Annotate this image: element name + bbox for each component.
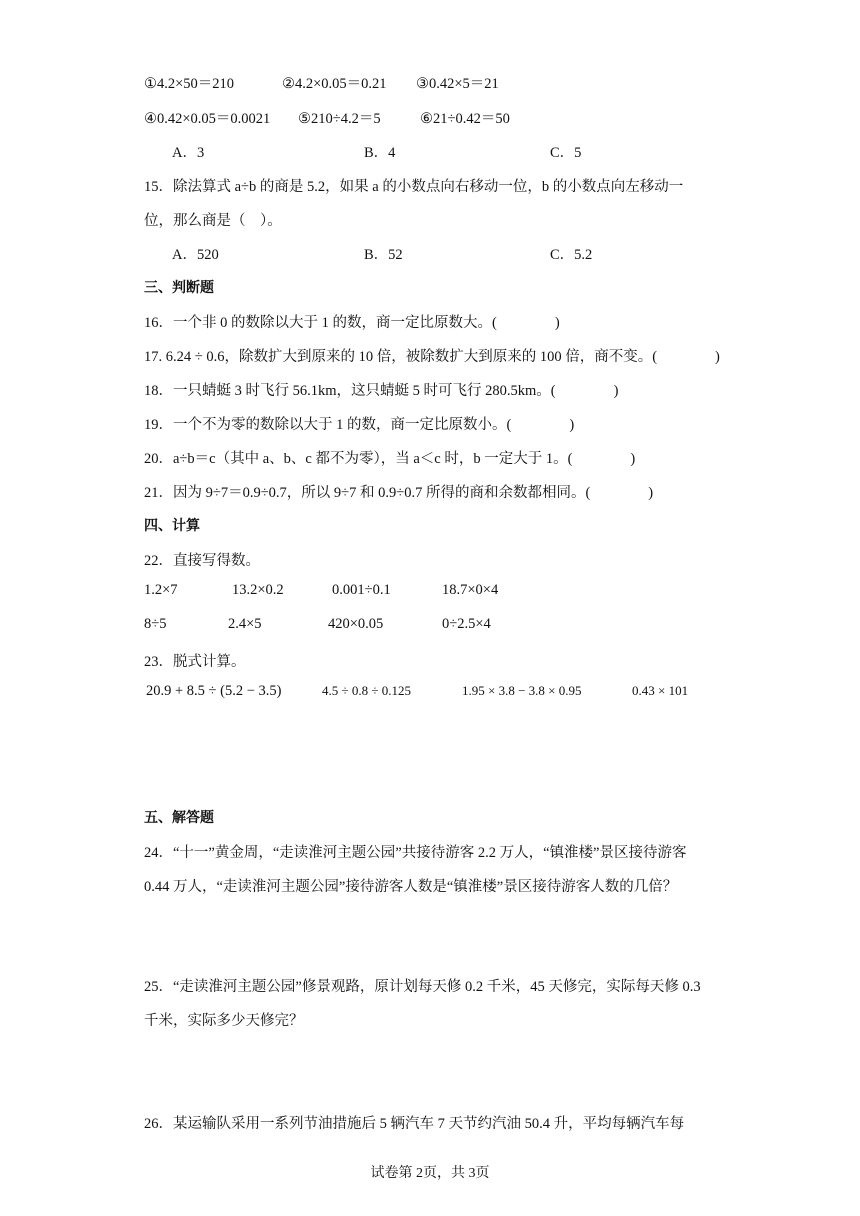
q17: 17. 6.24 ÷ 0.6，除数扩大到原来的 10 倍，被除数扩大到原来的 100 倍，商不变。( ) (144, 349, 720, 365)
q20: 20．a÷b＝c（其中 a、b、c 都不为零），当 a＜c 时，b 一定大于 1。( ) (144, 451, 636, 467)
q15-option-a: A．520 (172, 247, 219, 263)
q24-line-1: 24．“十一”黄金周，“走读淮河主题公园”共接待游客 2.2 万人，“镇淮楼”景区接待游客 (144, 845, 687, 861)
q22-expr-5: 8÷5 (144, 616, 167, 632)
q15-line-2: 位，那么商是（ ）。 (144, 213, 282, 229)
q15-option-b: B．52 (364, 247, 403, 263)
q19: 19．一个不为零的数除以大于 1 的数，商一定比原数小。( ) (144, 417, 575, 433)
q23-expr-1: 20.9 + 8.5 ÷ (5.2 − 3.5) (146, 683, 282, 699)
q23-expr-4: 0.43 × 101 (632, 683, 689, 698)
q14-item-3: ③0.42×5＝21 (416, 76, 499, 92)
q14-option-c: C．5 (550, 145, 582, 161)
section-4-title: 四、计算 (144, 518, 200, 534)
q22-expr-8: 0÷2.5×4 (442, 616, 491, 632)
q25-line-1: 25．“走读淮河主题公园”修景观路，原计划每天修 0.2 千米，45 天修完，实际每天修 0.3 (144, 979, 701, 995)
q14-item-1: ①4.2×50＝210 (144, 76, 235, 92)
section-3-title: 三、判断题 (144, 280, 214, 296)
q16: 16．一个非 0 的数除以大于 1 的数，商一定比原数大。( ) (144, 315, 560, 331)
q23-expr-3: 1.95 × 3.8 − 3.8 × 0.95 (462, 683, 582, 698)
q14-item-5: ⑤210÷4.2＝5 (298, 111, 381, 127)
section-5-title: 五、解答题 (144, 810, 214, 826)
q22-expr-2: 13.2×0.2 (232, 582, 284, 598)
q14-option-b: B．4 (364, 145, 396, 161)
q23-expr-2: 4.5 ÷ 0.8 ÷ 0.125 (322, 683, 412, 698)
q26-line-1: 26．某运输队采用一系列节油措施后 5 辆汽车 7 天节约汽油 50.4 升，平均每辆汽车每 (144, 1116, 685, 1132)
q22-expr-4: 18.7×0×4 (442, 582, 499, 598)
q14-item-6: ⑥21÷0.42＝50 (420, 111, 510, 127)
q22-expr-3: 0.001÷0.1 (332, 582, 391, 598)
q24-line-2: 0.44 万人，“走读淮河主题公园”接待游客人数是“镇淮楼”景区接待游客人数的几倍？ (144, 879, 678, 895)
q14-item-4: ④0.42×0.05＝0.0021 (144, 111, 271, 127)
q22-prompt: 22．直接写得数。 (144, 553, 260, 569)
q21: 21．因为 9÷7＝0.9÷0.7，所以 9÷7 和 0.9÷0.7 所得的商和余数都相同。( ) (144, 485, 654, 501)
q22-expr-7: 420×0.05 (328, 616, 384, 632)
q18: 18．一只蜻蜓 3 时飞行 56.1km，这只蜻蜓 5 时可飞行 280.5km。( ) (144, 383, 619, 399)
page-footer: 试卷第 2页，共 3页 (370, 1166, 490, 1181)
q15-option-c: C．5.2 (550, 247, 593, 263)
q14-option-a: A．3 (172, 145, 205, 161)
q23-prompt: 23．脱式计算。 (144, 654, 246, 670)
q15-line-1: 15．除法算式 a÷b 的商是 5.2，如果 a 的小数点向右移动一位，b 的小数点向左移动一 (144, 179, 684, 195)
q22-expr-1: 1.2×7 (144, 582, 178, 598)
q14-item-2: ②4.2×0.05＝0.21 (282, 76, 387, 92)
q25-line-2: 千米，实际多少天修完？ (144, 1013, 304, 1029)
q22-expr-6: 2.4×5 (228, 616, 262, 632)
